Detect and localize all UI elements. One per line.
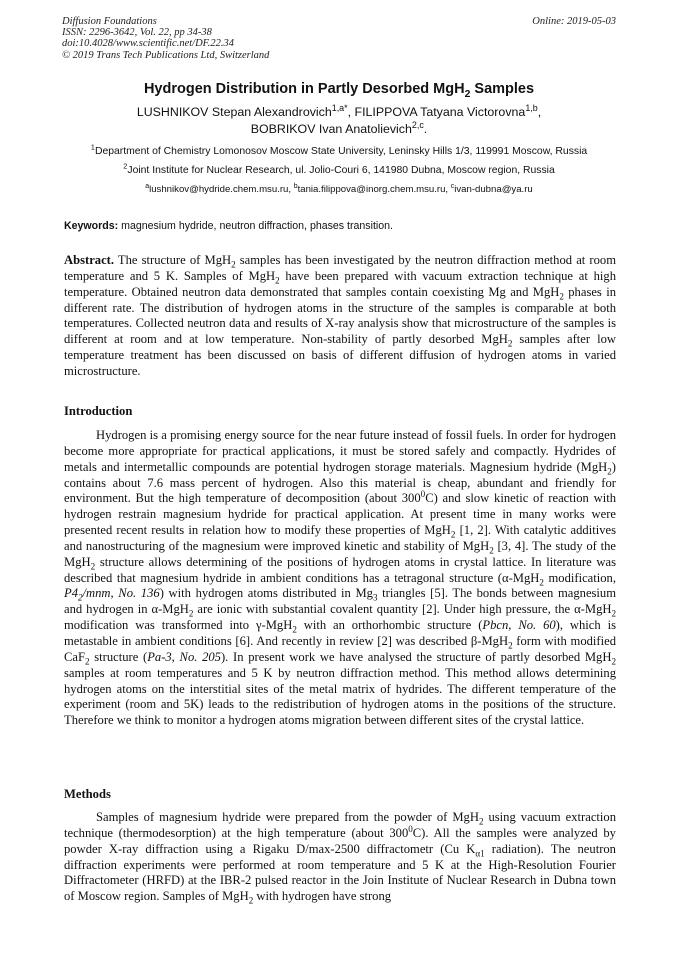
keywords: Keywords: magnesium hydride, neutron diffraction, phases transition.: [64, 220, 393, 232]
author-filippova: , FILIPPOVA Tatyana Victorovna: [347, 105, 526, 119]
doi-line: doi:10.4028/www.scientific.net/DF.22.34: [62, 38, 234, 50]
issn-line: ISSN: 2296-3642, Vol. 22, pp 34-38: [62, 27, 212, 39]
keywords-label: Keywords:: [64, 220, 119, 232]
online-date: Online: 2019-05-03: [532, 16, 616, 27]
methods-heading: Methods: [64, 787, 111, 801]
methods-paragraph: Samples of magnesium hydride were prepared from the powder of MgH$_2$ using vacuum extraction technique (thermodesorption) at the high temperature (about $300^0C$). All the samples were analyzed by powder X-ray diffraction using a Rigaku D/max-2500 diffractometr (Cu $K_{\alpha 1}$ radiation). The neutron diffraction experiments were performed at room temperature and 5 K at the High-Resolution Fourier Diffractometer (HRFD) at the IBR-2 pulsed reactor in the Join Institute of Nuclear Research in Dubna town of Moscow region. Samples of MgH$_2$ with hydrogen have strong: [64, 810, 616, 906]
affiliation-1: $^1$Department of Chemistry Lomonosov Moscow State University, Leninsky Hills 1/3, 119991 Moscow, Russia: [90, 142, 588, 157]
journal-name: Diffusion Foundations: [62, 16, 157, 27]
journal-header: [62, 16, 616, 61]
affiliation-2: $^2$Joint Institute for Nuclear Research, ul. Jolio-Couri 6, 141980 Dubna, Moscow region, Russia: [123, 161, 555, 176]
introduction-heading: Introduction: [64, 404, 133, 418]
author-list: LUSHNIKOV Stepan Alexandrovich$^{1,a*}$, FILIPPOVA Tatyana Victorovna$^{1,b}$, BOBRIKOV Ivan Anatolievich$^{2,c}$.: [136, 102, 542, 136]
introduction-paragraph: Hydrogen is a promising energy source for the near future instead of fossil fuels. In order for hydrogen become more appropriate for practical applications, it must be stored safely and compactly. Hydrides of metals and intermetallic compounds are potential hydrogen storage materials. Magnesium hydride (MgH$_2$) contains about 7.6 mass percent of hydrogen. Also this material is cheap, abundant and friendly for environment. But the high temperature of decomposition (about $300^0C$) and slow kinetic of reaction with hydrogen restrain magnesium hydride for practical application. At present time in many works were presented recent results in relation how to modify these properties of MgH$_2$ [1, 2]. With catalytic additives and nanostructuring of the magnesium were improved kinetic and stability of MgH$_2$ [3, 4]. The study of the MgH$_2$ structure allows determining of the positions of hydrogen atoms in crystal lattice. In literature was described that magnesium hydride in ambient conditions has a tetragonal structure (α-MgH$_2$ modification, $P4_2$/mnm, No. 136) with hydrogen atoms distributed in $Mg_3$ triangles [5]. The bonds between magnesium and hydrogen in α-MgH$_2$ are ionic with substantial covalent quantity [2]. Under high pressure, the α-MgH$_2$ modification was transformed into γ-MgH$_2$ with an orthorhombic structure (Pbcn, No. 60), which is metastable in ambient conditions [6]. And recently in review [2] was described β-MgH$_2$ form with modified CaF$_2$ structure (Pa-3, No. 205). In present work we have analysed the structure of partly desorbed MgH$_2$ samples at room temperatures and 5 K by neutron diffraction method. This method allows determining hydrogen atoms on the interstitial sites of the metal matrix of hydrides. The different temperature of the experiment (room and 5K) leads to the redistribution of hydrogen atoms in the positions of the structure. Therefore we think to monitor a hydrogen atoms migration between different sites of the crystal lattice.: [64, 428, 617, 728]
paper-title: Hydrogen Distribution in Partly Desorbed MgH$_2$ Samples: [143, 81, 535, 100]
copyright-line: © 2019 Trans Tech Publications Ltd, Switzerland: [62, 49, 270, 61]
author-lushnikov: LUSHNIKOV Stepan Alexandrovich: [136, 105, 332, 119]
author-emails: $^a$lushnikov@hydride.chem.msu.ru, $^b$tania.filippova@inorg.chem.msu.ru, $^c$ivan-dubna@ya.ru: [145, 182, 533, 195]
abstract-label: Abstract.: [64, 253, 115, 267]
author-bobrikov: BOBRIKOV Ivan Anatolievich: [250, 122, 412, 136]
abstract: Abstract. The structure of MgH$_2$ samples has been investigated by the neutron diffraction method at room temperature and 5 K. Samples of MgH$_2$ have been prepared with vacuum extraction technique at high temperature. Obtained neutron data demonstrated that samples contain coexisting Mg and MgH$_2$ phases in different rate. The distribution of hydrogen atoms in the structure of the samples is comparable at both temperatures. Collected neutron data and results of X-ray analysis show that microstructure of the samples is different at room and at low temperature. Non-stability of partly desorbed MgH$_2$ samples after low temperature treatment has been discussed on basis of different diffusion of hydrogen atoms in varied microstructure.: [64, 253, 617, 378]
